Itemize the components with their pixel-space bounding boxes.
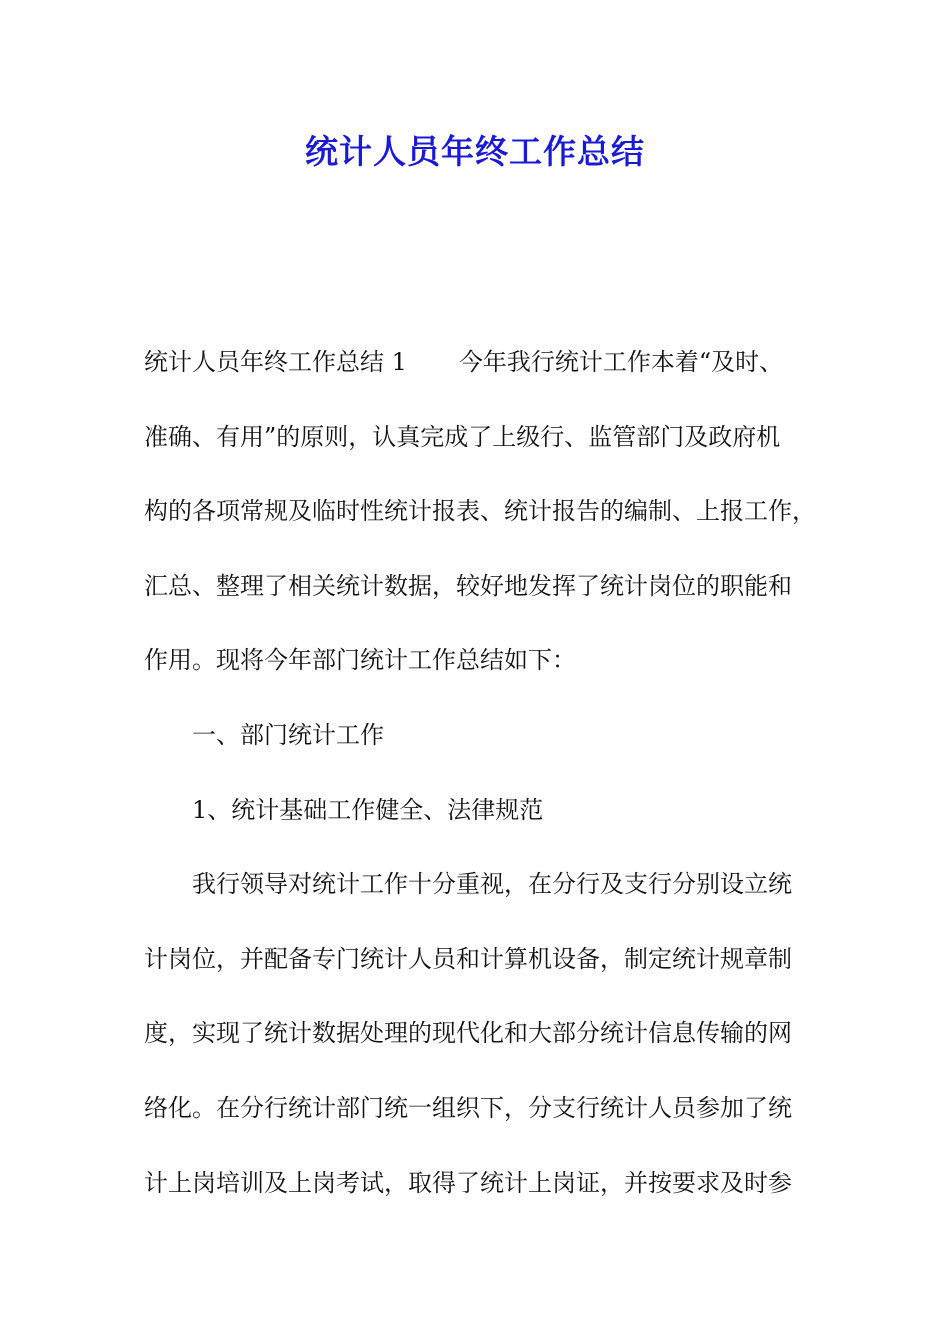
paragraph-line: 络化。在分行统计部门统一组织下，分支行统计人员参加了统 [144, 1093, 792, 1122]
paragraph-line [144, 342, 809, 417]
paragraph-line: 汇总、整理了相关统计数据，较好地发挥了统计岗位的职能和 [144, 571, 792, 600]
section-heading: 一、部门统计工作 [192, 720, 384, 749]
paragraph-line: 作用。现将今年部门统计工作总结如下： [144, 646, 576, 675]
paragraph-line: 我行领导对统计工作十分重视，在分行及支行分别设立统 [192, 870, 792, 899]
paragraph-text: 今年我行统计工作本着“及时、 [458, 348, 784, 376]
subsection-heading: 1、统计基础工作健全、法律规范 [192, 795, 544, 824]
paragraph-line: 计上岗培训及上岗考试，取得了统计上岗证，并按要求及时参 [144, 1168, 792, 1197]
paragraph-line: 度，实现了统计数据处理的现代化和大部分统计信息传输的网 [144, 1019, 792, 1048]
paragraph-line: 计岗位，并配备专门统计人员和计算机设备，制定统计规章制 [144, 944, 792, 973]
paragraph-line: 构的各项常规及临时性统计报表、统计报告的编制、上报工作， [144, 497, 816, 526]
section-heading-inline: 统计人员年终工作总结 1 [144, 348, 407, 376]
document-body [144, 342, 816, 1237]
document-title: 统计人员年终工作总结 [305, 132, 645, 171]
paragraph-line: 准确、有用”的原则，认真完成了上级行、监管部门及政府机 [144, 422, 781, 451]
